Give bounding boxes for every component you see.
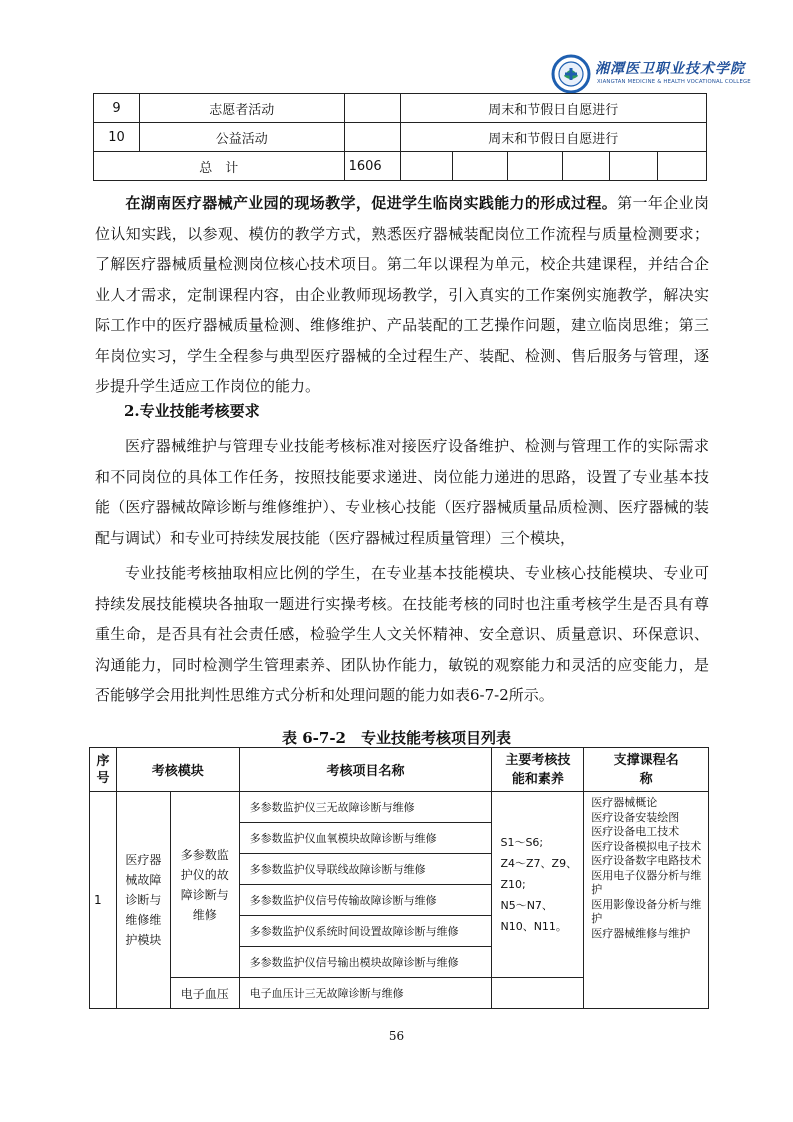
course-item: 医用电子仪器分析与维护 <box>591 868 702 896</box>
empty-cell <box>453 152 508 181</box>
activity-name: 公益活动 <box>139 123 344 152</box>
course-item: 医疗设备电工技术 <box>591 825 680 838</box>
empty-cell <box>563 152 610 181</box>
page-number: 56 <box>388 1029 405 1043</box>
header-module: 考核模块 <box>116 748 239 792</box>
empty-cell <box>400 152 453 181</box>
exam-item: 电子血压计三无故障诊断与维修 <box>239 978 492 1009</box>
course-item: 医疗器械概论 <box>591 796 658 809</box>
hours-cell <box>344 123 400 152</box>
exam-item: 多参数监护仪导联线故障诊断与维修 <box>239 854 492 885</box>
table-header-row <box>90 748 709 792</box>
course-item: 医疗设备数字电路技术 <box>591 854 702 867</box>
activity-note: 周末和节假日自愿进行 <box>400 94 706 123</box>
course-item: 医疗设备安装绘图 <box>591 810 680 824</box>
course-item: 医疗器械维修与维护 <box>591 926 691 940</box>
empty-cell <box>508 152 563 181</box>
paragraph-lead: 在湖南医疗器械产业园的现场教学，促进学生临岗实践能力的形成过程。 <box>125 194 618 212</box>
table-row <box>94 94 707 123</box>
course-item: 医疗设备模拟电子技术 <box>591 839 702 853</box>
college-seal-icon <box>551 54 591 94</box>
ability-line: S1～S6; <box>500 836 544 849</box>
header-course: 支撑课程名称 <box>584 748 709 792</box>
paragraph-site-teaching <box>95 188 709 402</box>
paragraph-skill-standard: 医疗器械维护与管理专业技能考核标准对接医疗设备维护、检测与管理工作的实际需求和不同岗位的具体工作任务，按照技能要求递进、岗位能力递进的思路，设置了专业基本技能（医疗器械故障诊断与维修维护）、专业核心技能（医疗器械质量品质检测、医疗器械的装配与调试）和专业可持续发展技能（医疗器械过程质量管理）三个模块， <box>95 437 709 547</box>
ability-cell <box>492 792 584 978</box>
skill-exam-table <box>89 747 709 1009</box>
header-no: 序号 <box>90 748 117 792</box>
sub-module-monitor: 多参数监护仪的故障诊断与维修 <box>170 792 239 978</box>
exam-item: 多参数监护仪系统时间设置故障诊断与维修 <box>239 916 492 947</box>
ability-line: Z4～Z7、Z9、Z10; <box>500 857 578 891</box>
exam-item: 多参数监护仪信号传输故障诊断与维修 <box>239 885 492 916</box>
hours-cell <box>344 94 400 123</box>
exam-item: 多参数监护仪信号输出模块故障诊断与维修 <box>239 947 492 978</box>
table-row <box>90 792 709 823</box>
activity-name: 志愿者活动 <box>139 94 344 123</box>
header-ability: 主要考核技能和素养 <box>492 748 584 792</box>
college-name: 湘潭医卫职业技术学院 <box>595 61 745 77</box>
activity-note: 周末和节假日自愿进行 <box>400 123 706 152</box>
empty-cell <box>610 152 658 181</box>
table-row-total <box>94 152 707 181</box>
table-row <box>94 123 707 152</box>
section-heading: 2.专业技能考核要求 <box>124 402 260 420</box>
college-logo <box>551 54 771 98</box>
row-number: 9 <box>94 94 140 123</box>
course-cell <box>584 792 709 1009</box>
activity-table <box>93 93 707 181</box>
paragraph-skill-exam: 专业技能考核抽取相应比例的学生，在专业基本技能模块、专业核心技能模块、专业可持续发展技能模块各抽取一题进行实操考核。在技能考核的同时也注重考核学生是否具有尊重生命，是否具有社会责任感，检验学生人文关怀精神、安全意识、质量意识、环保意识、沟通能力，同时检测学生管理素养、团队协作能力，敏锐的观察能力和灵活的应变能力，是否能够学会用批判性思维方式分析和处理问题的能力如表6-7-2所示。 <box>95 564 709 704</box>
module-name: 医疗器械故障诊断与维修维护模块 <box>116 792 170 1009</box>
exam-item: 多参数监护仪三无故障诊断与维修 <box>239 792 492 823</box>
total-label: 总 计 <box>94 152 345 181</box>
header-item: 考核项目名称 <box>239 748 492 792</box>
exam-item: 多参数监护仪血氧模块故障诊断与维修 <box>239 823 492 854</box>
college-name-en: XIANGTAN MEDICINE & HEALTH VOCATIONAL COLLEGE <box>597 79 751 85</box>
row-number: 1 <box>90 792 117 1009</box>
row-number: 10 <box>94 123 140 152</box>
ability-line: N5～N7、N10、N11。 <box>500 899 567 933</box>
sub-module-bp: 电子血压 <box>170 978 239 1009</box>
table-caption: 表 6-7-2 专业技能考核项目列表 <box>282 729 511 747</box>
paragraph-body: 第一年企业岗位认知实践，以参观、模仿的教学方式，熟悉医疗器械装配岗位工作流程与质量检测要求；了解医疗器械质量检测岗位核心技术项目。第二年以课程为单元，校企共建课程，并结合企业人才需求，定制课程内容，由企业教师现场教学，引入真实的工作案例实施教学，解决实际工作中的医疗器械质量检测、维修维护、产品装配的工艺操作问题，建立临岗思维；第三年岗位实习，学生全程参与典型医疗器械的全过程生产、装配、检测、售后服务与管理，逐步提升学生适应工作岗位的能力。 <box>95 194 709 395</box>
empty-cell <box>658 152 707 181</box>
course-item: 医用影像设备分析与维护 <box>591 897 702 925</box>
total-value: 1606 <box>344 152 400 181</box>
ability-cell-empty <box>492 978 584 1009</box>
